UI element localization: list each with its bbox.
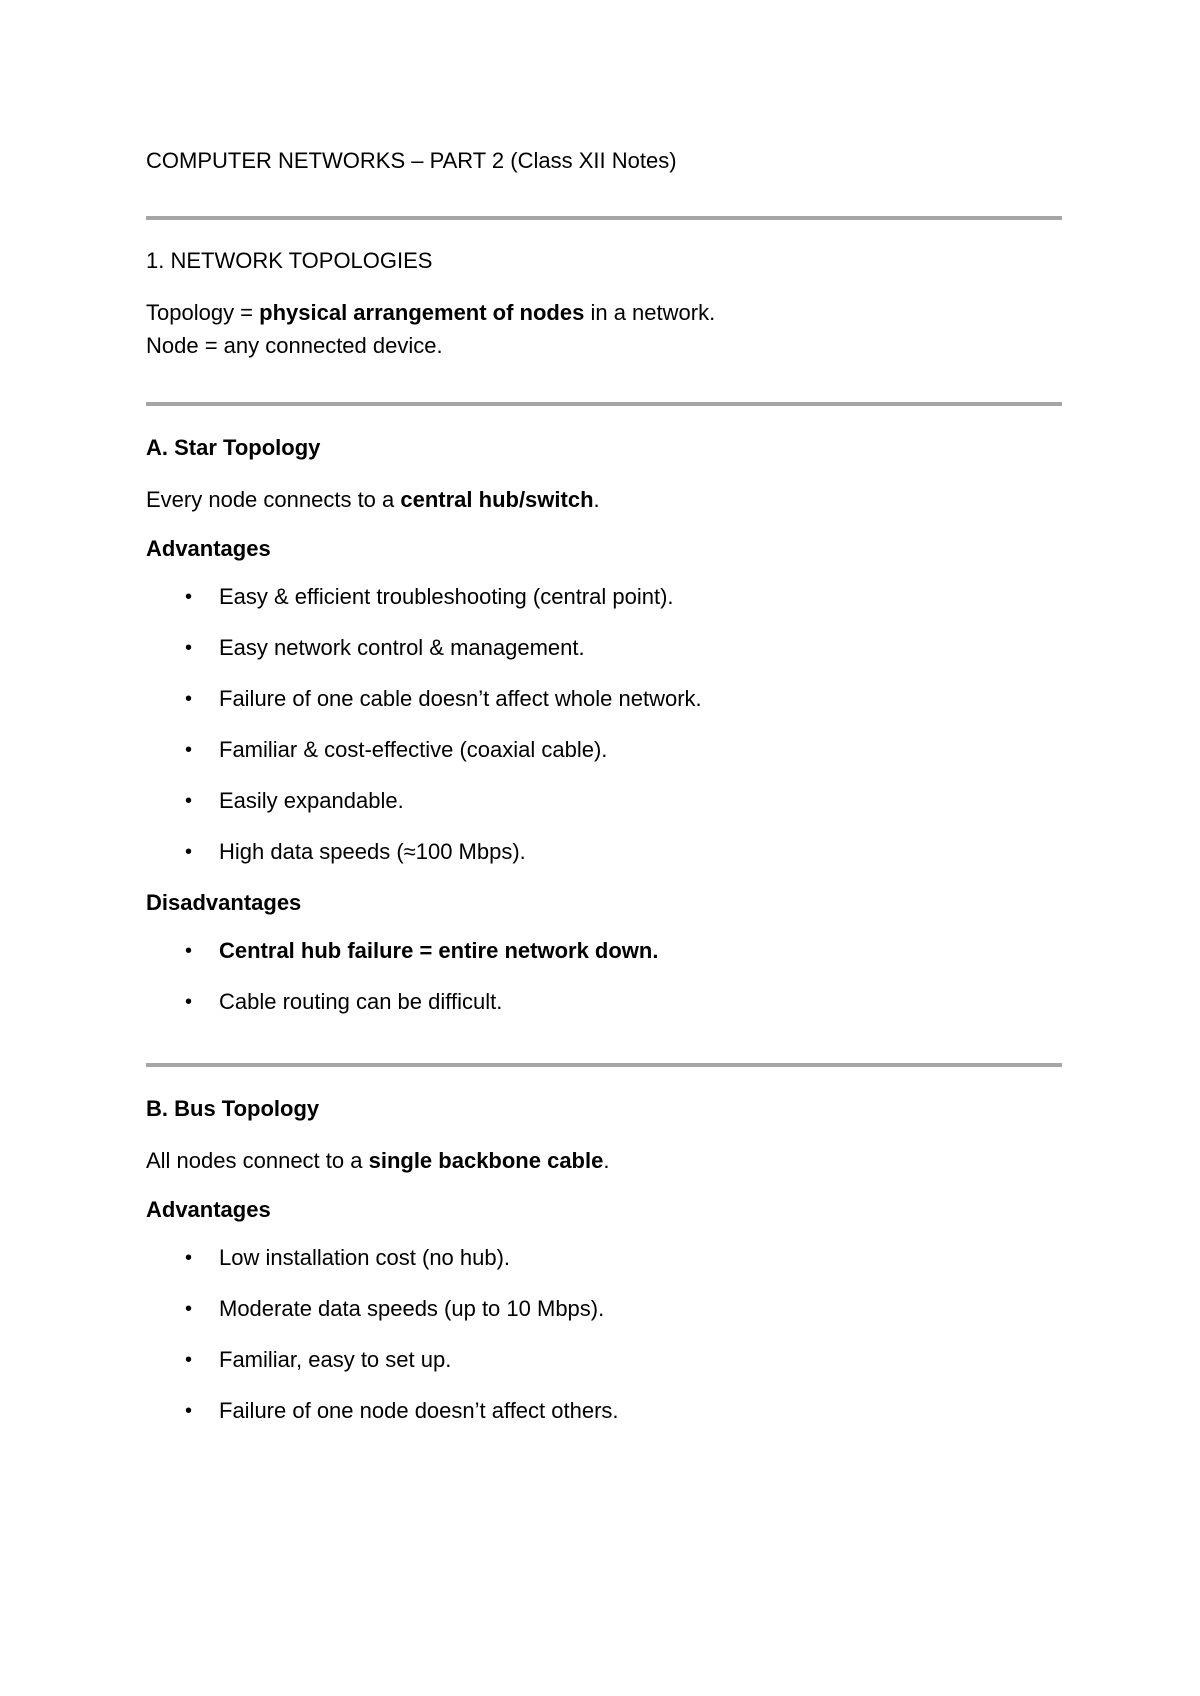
list-item <box>146 1294 1062 1324</box>
list-item-text: Easy network control & management. <box>219 635 585 660</box>
list-item <box>146 582 1062 612</box>
list-item-text: Central hub failure = entire network down. <box>219 938 659 963</box>
bullet-icon: • <box>185 940 193 962</box>
node-definition: Node = any connected device. <box>146 333 443 358</box>
list-item-text: Easily expandable. <box>219 788 404 813</box>
divider <box>146 402 1062 406</box>
document-page <box>146 0 1062 1696</box>
section-bus-topology <box>146 1094 1062 1447</box>
list-item-text: Easy & efficient troubleshooting (central point). <box>219 584 674 609</box>
list-item <box>146 684 1062 714</box>
list-item-text: Familiar, easy to set up. <box>219 1347 452 1372</box>
text-run: All nodes connect to a <box>146 1148 369 1173</box>
text-run: Every node connects to a <box>146 487 401 512</box>
list-item-text: Moderate data speeds (up to 10 Mbps). <box>219 1296 605 1321</box>
bullet-icon: • <box>185 1298 193 1320</box>
document-title: COMPUTER NETWORKS – PART 2 (Class XII Notes) <box>146 148 677 173</box>
advantages-heading: Advantages <box>146 1197 271 1222</box>
section-heading: B. Bus Topology <box>146 1096 320 1121</box>
bullet-icon: • <box>185 1247 193 1269</box>
bullet-icon: • <box>185 1349 193 1371</box>
bold-text-run: physical arrangement of nodes <box>259 300 585 325</box>
section-network-topologies <box>146 246 1062 380</box>
list-item <box>146 987 1062 1017</box>
text-run: . <box>593 487 600 512</box>
disadvantages-heading: Disadvantages <box>146 890 302 915</box>
bold-text-run: central hub/switch <box>400 487 594 512</box>
list-item-text: Low installation cost (no hub). <box>219 1245 511 1270</box>
bullet-icon: • <box>185 688 193 710</box>
topology-definition <box>146 296 1062 329</box>
list-item <box>146 735 1062 765</box>
bold-text-run: single backbone cable <box>368 1148 604 1173</box>
list-item <box>146 1396 1062 1426</box>
section-star-topology <box>146 433 1062 1038</box>
section-heading: 1. NETWORK TOPOLOGIES <box>146 248 433 273</box>
star-disadvantages-list <box>146 936 1062 1017</box>
list-item-text: Failure of one node doesn’t affect others. <box>219 1398 619 1423</box>
list-item <box>146 1243 1062 1273</box>
text-run: Topology = <box>146 300 260 325</box>
bullet-icon: • <box>185 586 193 608</box>
star-intro <box>146 483 1062 516</box>
text-run: . <box>603 1148 610 1173</box>
bullet-icon: • <box>185 739 193 761</box>
divider <box>146 216 1062 220</box>
list-item <box>146 1345 1062 1375</box>
advantages-heading: Advantages <box>146 536 271 561</box>
bus-intro <box>146 1144 1062 1177</box>
list-item <box>146 633 1062 663</box>
bullet-icon: • <box>185 991 193 1013</box>
list-item <box>146 936 1062 966</box>
text-run: in a network. <box>584 300 716 325</box>
bullet-icon: • <box>185 1400 193 1422</box>
list-item <box>146 837 1062 867</box>
list-item <box>146 786 1062 816</box>
list-item-text: Cable routing can be difficult. <box>219 989 503 1014</box>
star-advantages-list <box>146 582 1062 867</box>
divider <box>146 1063 1062 1067</box>
section-heading: A. Star Topology <box>146 435 321 460</box>
list-item-text: High data speeds (≈100 Mbps). <box>219 839 526 864</box>
bus-advantages-list <box>146 1243 1062 1426</box>
list-item-text: Failure of one cable doesn’t affect whole network. <box>219 686 702 711</box>
bullet-icon: • <box>185 841 193 863</box>
list-item-text: Familiar & cost-effective (coaxial cable). <box>219 737 608 762</box>
bullet-icon: • <box>185 637 193 659</box>
bullet-icon: • <box>185 790 193 812</box>
